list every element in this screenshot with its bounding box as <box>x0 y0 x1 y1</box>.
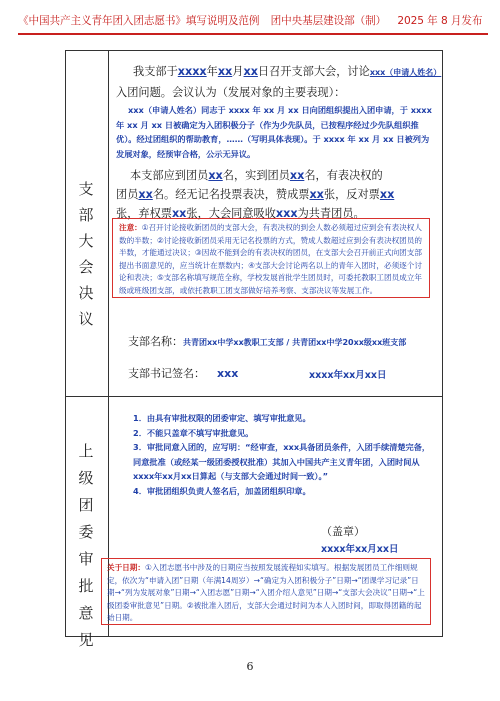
secretary-value: xxx <box>217 367 239 380</box>
label-char: 批 <box>78 577 94 595</box>
text: 名，实到团员 <box>222 169 290 182</box>
instruction-3: 3．审批同意入团的，应写明：“经审查，xxx具备团员条件，入团手续清楚完备，同意批准（或经某一级团委授权批准）其加入中国共产主义青年团，入团时间从xxxx年xx月xx日算起（与支部大会通过时间一致）。” <box>133 442 431 481</box>
text: 名。经无记名投票表决，赞成票 <box>152 188 310 201</box>
performance-example: xxx（申请人姓名）同志于 xxxx 年 xx 月 xx 日向团组织提出入团申请，于 xxxx 年 xx 月 xx 日被确定为入团积极分子（作为少先队员，已按程序经过少先队组织推优）。经过团组织的帮助教育，……（写明具体表现）。于 xxxx 年 xx 月 xx 日被列为发展对象，经预审合格，公示无异议。 <box>116 105 432 159</box>
instruction-4: 4．审批团组织负责人签名后，加盖团组织印章。 <box>133 485 311 496</box>
section2-note-box <box>101 558 431 625</box>
text: 为共青团员。 <box>297 207 365 220</box>
label-char: 级 <box>78 469 94 487</box>
expected-members: xx <box>208 169 223 182</box>
header-title: 《中国共产主义青年团入团志愿书》填写说明及范例 <box>18 15 260 27</box>
text: 日召开支部大会，讨论 <box>257 65 370 78</box>
section2-sign-date: xxxx年xx月xx日 <box>321 544 399 555</box>
no-votes: xx <box>379 188 395 201</box>
resolution-line-1 <box>133 62 442 82</box>
note-title: 注意： <box>119 223 142 232</box>
section1-label-text <box>76 176 96 332</box>
seal-mark: （盖章） <box>321 525 365 538</box>
date-note-body: ①入团志愿书中涉及的日期应当按照发展流程如实填写。根据发展团员工作细则规定，依次为“申请入团”日期（年满14周岁）→“确定为入团积极分子”日期→“团课学习记录”日期→“列为发展对象”日期→“入团志愿”日期→“入团介绍人意见”日期→“支部大会决议”日期→“上级团委审批意见”日期。②被批准入团后，支部大会通过时间为本人入团时间，即取得团籍的起始日期。 <box>107 563 425 622</box>
header-rule <box>18 33 488 35</box>
vote-line-2 <box>116 185 441 204</box>
label-char: 支 <box>78 180 94 198</box>
voting-members: xx <box>138 188 153 201</box>
note-body: ①召开讨论接收新团员的支部大会，有表决权的到会人数必须超过应到会有表决权人数的半数；②讨论接收新团员采用无记名投票的方式，赞成人数超过应到会有表决权团员的半数，才能通过决议；③因故不能到会的有表决权的团员，在支部大会召开前正式向团支部提出书面意见的，应当统计在票数内；④支部大会讨论两名以上的青年入团时，必须逐个讨论和表决；⑤支部名称填写规范全称，学校发展首批学生团员时，可委托教职工团员成立年级或班级团支部，或依托教职工团支部做好培养考察、支部决议等发展工作。 <box>119 223 422 295</box>
section1-label <box>76 176 96 332</box>
month-field: xx <box>217 65 233 78</box>
section1-note-box <box>112 218 430 298</box>
present-members: xx <box>289 169 305 182</box>
section2-label-text <box>76 438 96 654</box>
year-field: xxxx <box>177 65 207 78</box>
resolution-line-2: 入团问题。会议认为（发展对象的主要表现）： <box>116 86 346 99</box>
text: 本支部应到团员 <box>130 169 209 182</box>
day-field: xx <box>243 65 258 78</box>
page-number: 6 <box>246 660 254 673</box>
section1-sign-date: xxxx年xx月xx日 <box>309 370 387 381</box>
text: 月 <box>232 65 244 78</box>
text: 我支部于 <box>133 65 178 78</box>
abstain-votes: xx <box>171 207 187 220</box>
label-char: 意 <box>78 604 94 622</box>
text: 张，大会同意吸收 <box>186 207 276 220</box>
vote-line-1 <box>130 166 440 185</box>
text: 张，反对票 <box>323 188 380 201</box>
yes-votes: xx <box>309 188 324 201</box>
page-header <box>18 13 488 29</box>
label-char: 大 <box>78 232 94 250</box>
header-date: 2025 年 8 月发布 <box>397 15 483 27</box>
text: 张，弃权票 <box>116 207 172 220</box>
row-divider <box>65 396 443 397</box>
label-char: 上 <box>78 442 94 460</box>
label-char: 审 <box>78 550 94 568</box>
branch-name-row <box>128 333 443 349</box>
label-char: 见 <box>78 631 94 649</box>
label-char: 部 <box>78 206 94 224</box>
date-note-title: 关于日期： <box>107 563 145 572</box>
column-divider <box>108 50 109 637</box>
header-org: 团中央基层建设部（制） <box>270 15 387 27</box>
accepted-name: xxx <box>275 207 298 220</box>
approval-instructions <box>133 411 431 498</box>
text: 年 <box>206 65 218 78</box>
section2-label <box>76 438 96 654</box>
text: 名，有表决权的 <box>304 169 383 182</box>
label-char: 团 <box>78 496 94 514</box>
label-char: 议 <box>78 310 94 328</box>
instruction-2: 2．不能只盖章不填写审批意见。 <box>133 427 254 438</box>
instruction-1: 1．由具有审批权限的团委审定、填写审批意见。 <box>133 413 311 423</box>
branch-name-value: 共青团xx中学xx教职工支部 / 共青团xx中学20xx级xx班支部 <box>183 338 407 347</box>
label-char: 决 <box>78 284 94 302</box>
text: 团员 <box>116 188 139 201</box>
label-char: 会 <box>78 258 94 276</box>
applicant-name-field: xxx（申请人姓名） <box>369 68 442 77</box>
secretary-label: 支部书记签名： <box>128 367 205 380</box>
label-char: 委 <box>78 523 94 541</box>
branch-name-label: 支部名称： <box>128 335 183 348</box>
